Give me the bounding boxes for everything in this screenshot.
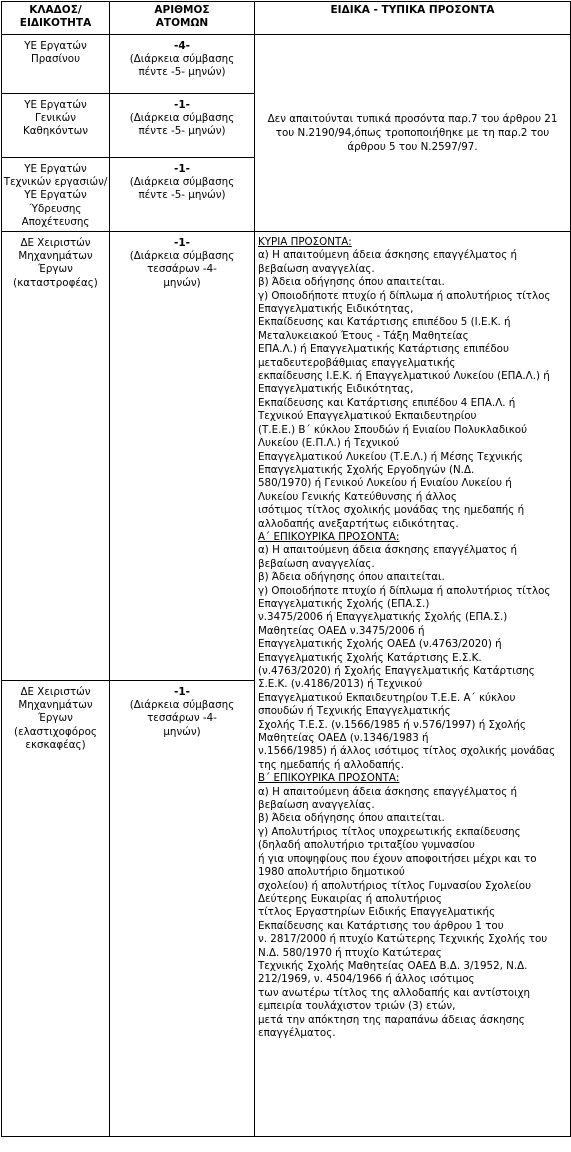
count-value: -1- (173, 163, 191, 175)
specialty-line: Γενικών (35, 112, 76, 125)
requirements-text-group1 (255, 112, 570, 154)
requirements-line: των ανωτέρω τίτλος της αλλοδαπής και αντίστοιχη (258, 986, 531, 999)
requirements-line: ν.1566/1985) ή άλλος ισότιμος τίτλος σχολικής μονάδας (258, 745, 556, 758)
requirements-line: Εκπαίδευσης και Κατάρτισης επιπέδου 5 (Ι.Ε.Κ. ή (258, 316, 511, 329)
requirements-line: εκπαίδευσης Ι.Ε.Κ. ή Επαγγελματικού Λυκείου (ΕΠΑ.Λ.) ή (258, 370, 550, 383)
specialty-line: ΔΕ Χειριστών (20, 237, 91, 249)
specialty-cell (2, 681, 110, 1137)
specialty-line: ΥΕ Εργατών (24, 40, 87, 52)
requirements-line: (ν.4763/2020) ή Σχολής Επαγγελματικής Κατάρτισης (258, 665, 535, 677)
requirements-line: β) Άδεια οδήγησης όπου απαιτείται. (258, 276, 445, 289)
requirements-line: άρθρου 5 του Ν.2597/97. (347, 141, 478, 153)
requirements-line: Μαθητείας ΟΑΕΔ (ν.1346/1983 ή (258, 732, 429, 745)
requirements-line: α) Η απαιτούμενη άδεια άσκησης επαγγέλματος ή (258, 785, 518, 798)
specialty-line: Ύδρευσης (29, 202, 82, 215)
specialty-line: (ελαστιχοφόρος (14, 725, 97, 738)
header-specialty (2, 2, 110, 35)
requirements-cell-group1 (255, 35, 571, 232)
positions-table (1, 1, 571, 1137)
requirements-line: σχολείου) ή απολυτήριος τίτλος Γυμνασίου Σχολείου (258, 879, 532, 892)
specialty-line: (καταστροφέας) (13, 276, 98, 289)
count-value: -1- (173, 237, 191, 249)
duration-line: μηνών) (163, 276, 201, 289)
requirements-line: Επαγγελματικού Λυκείου (Τ.Ε.Λ.) ή Μέσης Τεχνικής (258, 450, 523, 463)
requirements-line: βεβαίωση αναγγελίας. (258, 557, 375, 570)
requirements-line: ν. 2817/2000 ή πτυχίο Κατώτερης Τεχνικής Σχολής του (258, 933, 548, 946)
duration-line: (Διάρκεια σύμβασης (129, 699, 235, 712)
duration-line: (Διάρκεια σύμβασης (129, 53, 235, 66)
specialty-cell (2, 35, 110, 94)
header-count-line2: ΑΤΟΜΩΝ (155, 17, 209, 29)
requirements-line: βεβαίωση αναγγελίας. (258, 799, 375, 812)
requirements-line: τίτλος Εργαστηρίων Ειδικής Επαγγελματικής (258, 906, 496, 919)
specialty-line: ΔΕ Χειριστών (20, 686, 91, 698)
requirements-line: του Ν.2190/94,όπως τροποποιήθηκε με τη παρ.2 του (275, 127, 550, 139)
count-cell (110, 681, 255, 1137)
requirements-line: μετά την απόκτηση της παραπάνω άδειας άσκησης (258, 1013, 525, 1026)
count-value: -1- (173, 686, 191, 698)
specialty-line: ΥΕ Εργατών (24, 189, 87, 202)
specialty-line: ΥΕ Εργατών (24, 99, 87, 111)
requirements-line: Επαγγελματικής Ειδικότητας, (258, 383, 414, 396)
specialty-line: Καθηκόντων (22, 125, 89, 138)
requirements-heading: ΚΥΡΙΑ ΠΡΟΣΟΝΤΑ: (258, 236, 352, 248)
requirements-line: ισότιμος τίτλος σχολικής μονάδας της ημεδαπής ή (258, 504, 525, 517)
requirements-line: μεταδευτεροβάθμιας επαγγελματικής (258, 356, 456, 369)
requirements-line: Δεν απαιτούνται τυπικά προσόντα παρ.7 του άρθρου 21 (267, 113, 558, 125)
header-specialty-line2: ΕΙΔΙΚΟΤΗΤΑ (19, 17, 92, 29)
specialty-line: Αποχέτευσης (21, 215, 90, 228)
duration-line: μηνών) (163, 725, 201, 738)
requirements-line: Ν.Δ. 580/1970 ή πτυχίο Κατώτερας (258, 946, 442, 959)
requirements-line: Τεχνικού Επαγγελματικού Εκπαιδευτηρίου (258, 410, 477, 423)
requirements-line: σπουδών ή Τεχνικής Επαγγελματικής (258, 705, 451, 718)
table-header-row (2, 2, 571, 35)
specialty-line: εκσκαφέας) (25, 738, 86, 751)
specialty-cell (2, 232, 110, 681)
requirements-line: α) Η απαιτούμενη άδεια άσκησης επαγγέλματος ή (258, 249, 518, 262)
requirements-line: Τεχνικής Σχολής Μαθητείας ΟΑΕΔ Β.Δ. 3/1952, Ν.Δ. (258, 959, 528, 972)
requirements-line: Επαγγελματικού Εκπαιδευτηρίου Τ.Ε.Ε. Α΄ κύκλου (258, 691, 516, 704)
duration-line: τεσσάρων -4- (147, 263, 217, 276)
requirements-heading: Α΄ ΕΠΙΚΟΥΡΙΚΑ ΠΡΟΣΟΝΤΑ: (258, 530, 400, 543)
requirements-line: ή για υποψηφίους που έχουν αποφοιτήσει μέχρι και το (258, 852, 537, 865)
duration-line: (Διάρκεια σύμβασης (129, 176, 235, 189)
requirements-line: γ) Οποιοδήποτε πτυχίο ή δίπλωμα ή απολυτήριος τίτλος (258, 584, 551, 597)
requirements-line: β) Άδεια οδήγησης όπου απαιτείται. (258, 571, 445, 584)
count-value: -1- (173, 99, 191, 111)
table-row (2, 35, 571, 94)
count-cell (110, 232, 255, 681)
header-count (110, 2, 255, 35)
duration-line: πέντε -5- μηνών) (138, 189, 226, 202)
duration-line: (Διάρκεια σύμβασης (129, 112, 235, 125)
count-cell (110, 158, 255, 232)
header-count-line1: ΑΡΙΘΜΟΣ (154, 4, 210, 16)
requirements-line: ΕΠΑ.Λ.) ή Επαγγελματικής Κατάρτισης επιπέδου (258, 343, 509, 356)
requirements-line: Εκπαίδευσης και Κατάρτισης επιπέδου 4 ΕΠΑ.Λ. ή (258, 396, 516, 409)
table-row (2, 232, 571, 681)
requirements-text-group2 (255, 232, 570, 1042)
requirements-line: της ημεδαπής ή αλλοδαπής. (258, 758, 405, 771)
requirements-line: ν.3475/2006 ή Επαγγελματικής Σχολής (ΕΠΑ.Σ.) (258, 611, 508, 624)
requirements-line: 1980 απολυτήριο δημοτικού (258, 866, 405, 879)
header-requirements-text: ΕΙΔΙΚΑ - ΤΥΠΙΚΑ ΠΡΟΣΟΝΤΑ (330, 4, 495, 16)
specialty-line: Μηχανημάτων Έργων (18, 699, 93, 725)
specialty-cell (2, 158, 110, 232)
requirements-line: Λυκείου Γενικής Κατεύθυνσης ή άλλος (258, 490, 457, 503)
requirements-line: Επαγγελματικής Σχολής (ΕΠΑ.Σ.) (258, 597, 430, 610)
duration-line: τεσσάρων -4- (147, 712, 217, 725)
requirements-line: (δηλαδή απολυτήριο τριταξίου γυμνασίου (258, 839, 475, 852)
duration-line: πέντε -5- μηνών) (138, 66, 226, 79)
requirements-line: Επαγγελματικής Ειδικότητας, (258, 303, 414, 316)
requirements-line: Λυκείου (Ε.Π.Λ.) ή Τεχνικού (258, 437, 400, 450)
requirements-line: 580/1970) ή Γενικού Λυκείου ή Ενιαίου Λυκείου ή (258, 477, 512, 490)
duration-line: (Διάρκεια σύμβασης (129, 250, 235, 263)
requirements-line: Επαγγελματικής Σχολής Κατάρτισης Ε.Σ.Κ. (258, 651, 482, 664)
header-requirements (255, 2, 571, 35)
requirements-line: Μεταλυκειακού Έτους - Τάξη Μαθητείας (258, 329, 469, 342)
requirements-line: 212/1969, ν. 4504/1966 ή άλλος ισότιμος (258, 973, 475, 986)
duration-line: πέντε -5- μηνών) (138, 125, 226, 138)
requirements-line: (Τ.Ε.Ε.) Β΄ κύκλου Σπουδών ή Ενιαίου Πολυκλαδικού (258, 423, 528, 436)
specialty-cell (2, 94, 110, 158)
requirements-line: Σχολής Τ.Ε.Σ. (ν.1566/1985 ή ν.576/1997) ή Σχολής (258, 718, 526, 731)
requirements-line: αλλοδαπής ανεξαρτήτως ειδικότητας. (258, 517, 459, 530)
requirements-cell-group2 (255, 232, 571, 1137)
requirements-line: Δεύτερης Ευκαιρίας ή απολυτήριος (258, 892, 442, 905)
specialty-line: ΥΕ Εργατών (24, 163, 87, 175)
requirements-heading: Β΄ ΕΠΙΚΟΥΡΙΚΑ ΠΡΟΣΟΝΤΑ: (258, 772, 400, 785)
specialty-line: Μηχανημάτων Έργων (18, 250, 93, 276)
header-specialty-line1: ΚΛΑΔΟΣ/ (29, 4, 82, 16)
requirements-line: γ) Οποιοδήποτε πτυχίο ή δίπλωμα ή απολυτήριος τίτλος (258, 289, 551, 302)
requirements-line: επαγγέλματος. (258, 1026, 336, 1039)
requirements-line: εμπειρία τουλάχιστον τριών (3) ετών, (258, 1000, 456, 1013)
requirements-line: Σ.Ε.Κ. (ν.4186/2013) ή Τεχνικού (258, 678, 423, 691)
requirements-line: γ) Απολυτήριος τίτλος υποχρεωτικής εκπαίδευσης (258, 825, 521, 838)
requirements-line: Μαθητείας ΟΑΕΔ ν.3475/2006 ή (258, 624, 425, 637)
requirements-line: Επαγγελματικής Σχολής ΟΑΕΔ (ν.4763/2020) ή (258, 638, 502, 651)
count-cell (110, 35, 255, 94)
requirements-line: βεβαίωση αναγγελίας. (258, 262, 375, 275)
specialty-line: Τεχνικών εργασιών/ (3, 176, 108, 189)
requirements-line: α) Η απαιτούμενη άδεια άσκησης επαγγέλματος ή (258, 544, 518, 557)
count-value: -4- (173, 40, 191, 52)
requirements-line: β) Άδεια οδήγησης όπου απαιτείται. (258, 812, 445, 825)
specialty-line: Πρασίνου (30, 53, 81, 66)
count-cell (110, 94, 255, 158)
requirements-line: Επαγγελματικής Σχολής Εργοδηγών (Ν.Δ. (258, 463, 475, 476)
requirements-line: Εκπαίδευσης και Κατάρτισης του άρθρου 1 του (258, 919, 504, 932)
